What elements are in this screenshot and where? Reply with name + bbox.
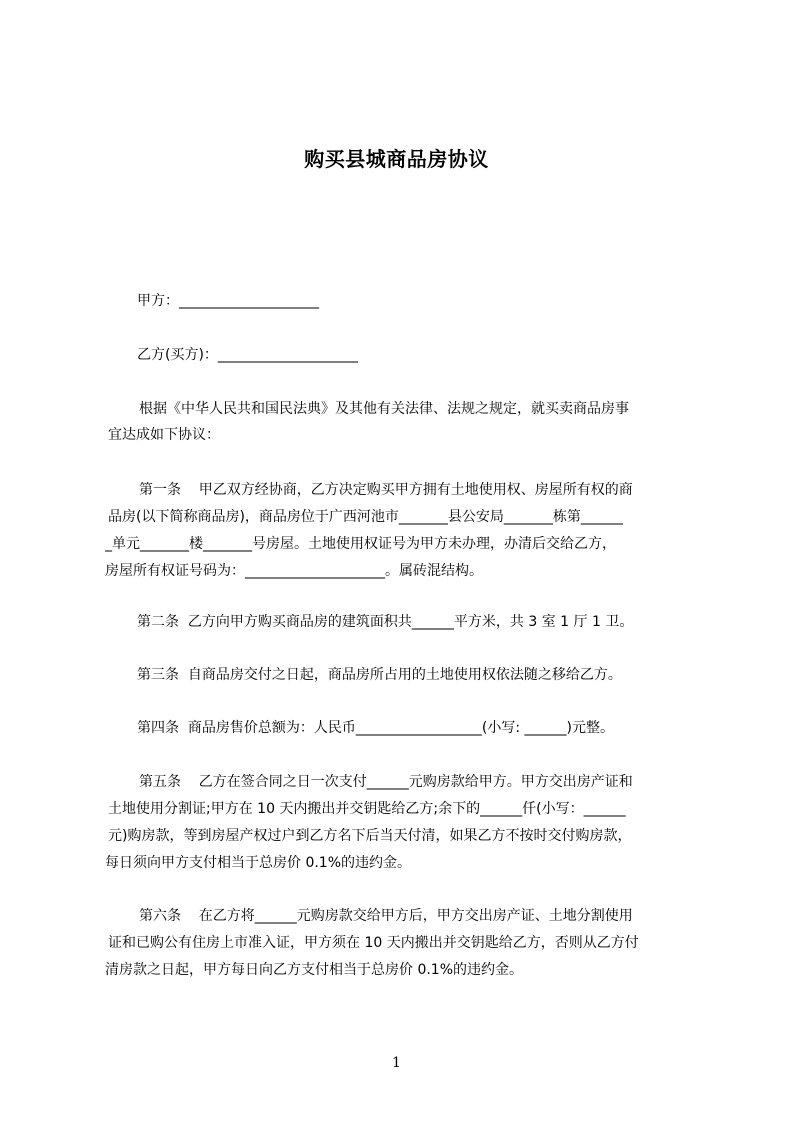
article-5-line-2: 土地使用分割证;甲方在 10 天内搬出并交钥匙给乙方;余下的______仟(小写：______ [108, 801, 626, 817]
preamble-line-2: 宜达成如下协议： [108, 427, 220, 443]
article-1-line-4: 房屋所有权证号码为：____________________。属砖混结构。 [105, 563, 483, 579]
article-3-line: 第三条 自商品房交付之日起，商品房所占用的土地使用权依法随之移给乙方。 [137, 667, 622, 683]
article-1-line-2: 品房(以下简称商品房)，商品房位于广西河池市_______县公安局_______栋第______ [108, 509, 623, 525]
article-5-line-1: 第五条 乙方在签合同之日一次支付______元购房款给甲方。甲方交出房产证和 [139, 774, 633, 790]
party-a-line: 甲方：____________________ [137, 293, 319, 309]
document-title: 购买县城商品房协议 [304, 147, 489, 171]
article-6-line-2: 证和已购公有住房上市准入证，甲方须在 10 天内搬出并交钥匙给乙方，否则从乙方付 [108, 935, 639, 951]
article-6-line-3: 清房款之日起，甲方每日向乙方支付相当于总房价 0.1%的违约金。 [105, 962, 524, 978]
article-5-line-4: 每日须向甲方支付相当于总房价 0.1%的违约金。 [105, 855, 412, 871]
page-number: 1 [392, 1055, 401, 1071]
preamble-line-1: 根据《中华人民共和国民法典》及其他有关法律、法规之规定，就买卖商品房事 [139, 401, 629, 417]
article-5-line-3: 元)购房款，等到房屋产权过户到乙方名下后当天付清，如果乙方不按时交付购房款， [108, 828, 632, 844]
article-2-line: 第二条 乙方向甲方购买商品房的建筑面积共______平方米，共 3 室 1 厅 1 卫。 [137, 614, 634, 630]
article-1-line-3: _单元_______楼_______号房屋。土地使用权证号为甲方未办理，办清后交给乙方， [105, 536, 616, 552]
article-6-line-1: 第六条 在乙方将______元购房款交给甲方后，甲方交出房产证、土地分割使用 [139, 908, 633, 924]
article-4-line: 第四条 商品房售价总额为：人民币__________________(小写: ______)元整。 [137, 720, 614, 736]
party-b-line: 乙方(买方)：____________________ [137, 347, 358, 363]
article-1-line-1: 第一条 甲乙双方经协商，乙方决定购买甲方拥有土地使用权、房屋所有权的商 [139, 482, 633, 498]
